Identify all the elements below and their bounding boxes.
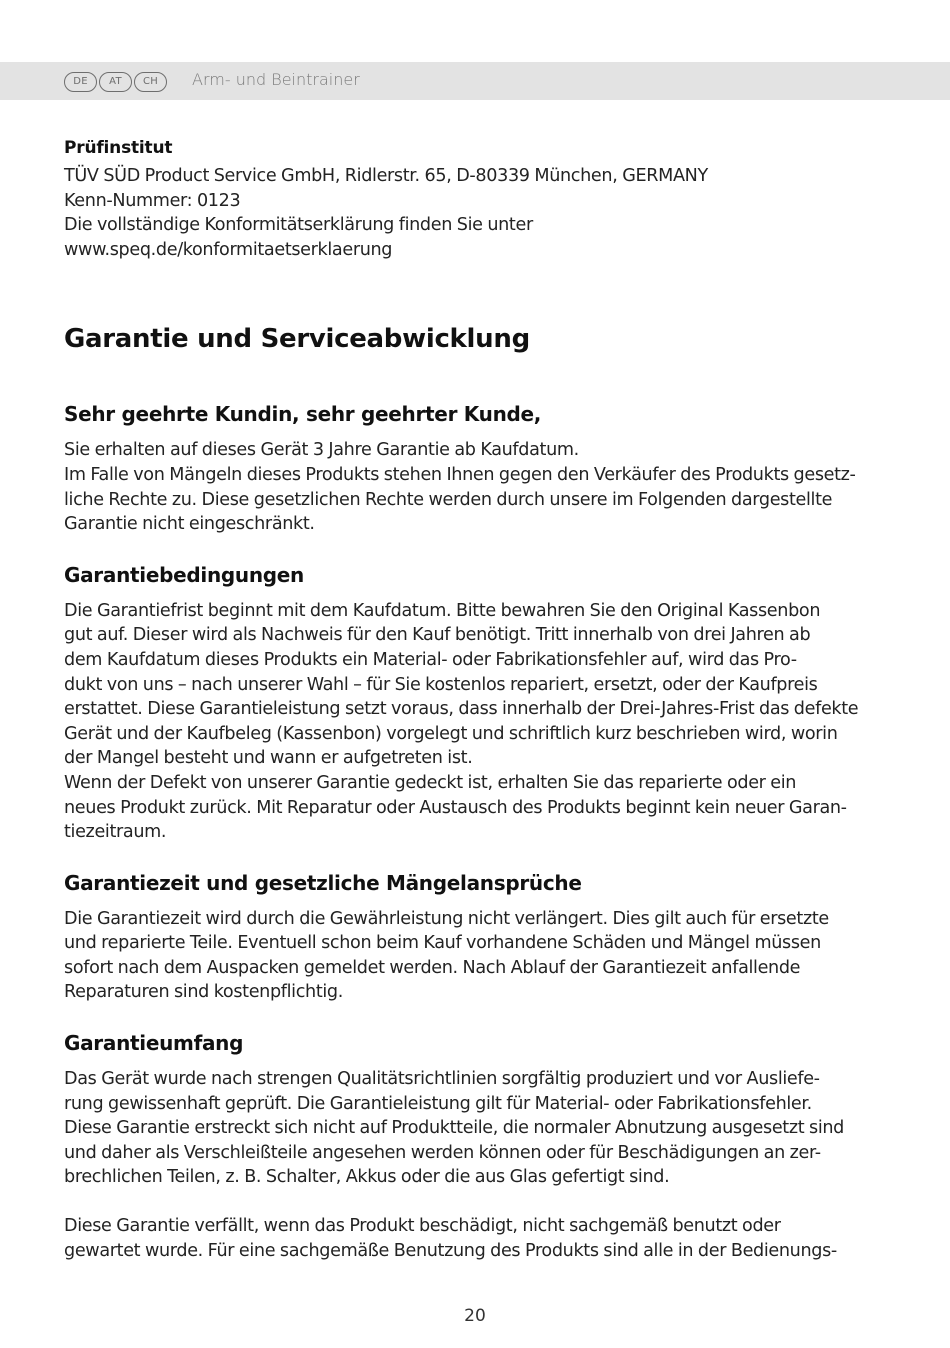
warranty-period-paragraph — [64, 907, 894, 1005]
conditions-line: dem Kaufdatum dieses Produkts ein Material- oder Fabrikationsfehler auf, wird das Pro- — [64, 649, 797, 670]
scope-line: gewartet wurde. Für eine sachgemäße Benutzung des Produkts sind alle in der Bedienungs- — [64, 1240, 837, 1261]
conditions-line: tiezeitraum. — [64, 822, 167, 843]
scope-paragraph-2 — [64, 1214, 894, 1263]
conditions-line: erstattet. Diese Garantieleistung setzt voraus, dass innerhalb der Drei-Jahres-Frist das defekte — [64, 699, 859, 720]
intro-paragraph — [64, 438, 894, 536]
main-heading: Garantie und Serviceabwicklung — [64, 324, 530, 355]
country-badge-de: DE — [64, 72, 97, 92]
institute-block — [64, 138, 894, 262]
conditions-line: dukt von uns – nach unserer Wahl – für Sie kostenlos repariert, ersetzt, oder der Kaufpreis — [64, 674, 818, 695]
warranty-period-line: sofort nach dem Auspacken gemeldet werden. Nach Ablauf der Garantiezeit anfallende — [64, 957, 801, 978]
scope-line: Das Gerät wurde nach strengen Qualitätsrichtlinien sorgfältig produziert und vor Ausliefe- — [64, 1069, 820, 1090]
scope-paragraph — [64, 1067, 894, 1190]
conditions-line: der Mangel besteht und wann er aufgetreten ist. — [64, 748, 473, 769]
section-heading-warranty-period: Garantiezeit und gesetzliche Mängelansprüche — [64, 870, 582, 895]
warranty-period-line: Die Garantiezeit wird durch die Gewährleistung nicht verlängert. Dies gilt auch für ersetzte — [64, 908, 829, 929]
conditions-paragraph — [64, 599, 894, 845]
section-heading-conditions: Garantiebedingungen — [64, 562, 304, 587]
institute-line: TÜV SÜD Product Service GmbH, Ridlerstr. 65, D-80339 München, GERMANY — [64, 166, 708, 186]
institute-label: Prüfinstitut — [64, 138, 173, 158]
scope-line: Diese Garantie verfällt, wenn das Produkt beschädigt, nicht sachgemäß benutzt oder — [64, 1216, 781, 1237]
scope-line: brechlichen Teilen, z. B. Schalter, Akkus oder die aus Glas gefertigt sind. — [64, 1167, 670, 1188]
warranty-period-line: Reparaturen sind kostenpflichtig. — [64, 982, 343, 1003]
institute-url: www.speq.de/konformitaetserklaerung — [64, 239, 393, 260]
page-content — [64, 138, 894, 1263]
scope-line: Diese Garantie erstreckt sich nicht auf Produktteile, die normaler Abnutzung ausgesetzt sind — [64, 1118, 844, 1139]
institute-line: Kenn-Nummer: 0123 — [64, 190, 241, 211]
country-badge-ch: CH — [134, 72, 167, 92]
conditions-line: gut auf. Dieser wird als Nachweis für den Kauf benötigt. Tritt innerhalb von drei Jahren ab — [64, 625, 811, 646]
section-heading-scope: Garantieumfang — [64, 1031, 244, 1056]
scope-line: und daher als Verschleißteile angesehen werden können oder für Beschädigungen an zer- — [64, 1142, 821, 1163]
scope-line: rung gewissenhaft geprüft. Die Garantieleistung gilt für Material- oder Fabrikationsfehler. — [64, 1093, 812, 1114]
intro-line: Sie erhalten auf dieses Gerät 3 Jahre Garantie ab Kaufdatum. — [64, 440, 579, 461]
conditions-line: Gerät und der Kaufbeleg (Kassenbon) vorgelegt und schriftlich kurz beschrieben wird, worin — [64, 723, 838, 744]
institute-line: Die vollständige Konformitätserklärung finden Sie unter — [64, 215, 533, 236]
header-title: Arm- und Beintrainer — [192, 70, 360, 89]
intro-line: Im Falle von Mängeln dieses Produkts stehen Ihnen gegen den Verkäufer des Produkts gesetz- — [64, 464, 856, 485]
conditions-line: Wenn der Defekt von unserer Garantie gedeckt ist, erhalten Sie das reparierte oder ein — [64, 772, 797, 793]
salutation-heading: Sehr geehrte Kundin, sehr geehrter Kunde, — [64, 402, 542, 427]
conditions-line: Die Garantiefrist beginnt mit dem Kaufdatum. Bitte bewahren Sie den Original Kassenbon — [64, 600, 821, 621]
intro-line: liche Rechte zu. Diese gesetzlichen Rechte werden durch unsere im Folgenden dargestellte — [64, 489, 833, 510]
conditions-line: neues Produkt zurück. Mit Reparatur oder Austausch des Produkts beginnt kein neuer Garan- — [64, 797, 847, 818]
page-number: 20 — [464, 1306, 486, 1326]
country-badges — [64, 72, 167, 92]
country-badge-at: AT — [99, 72, 132, 92]
warranty-period-line: und reparierte Teile. Eventuell schon beim Kauf vorhandene Schäden und Mängel müssen — [64, 933, 821, 954]
intro-line: Garantie nicht eingeschränkt. — [64, 514, 315, 535]
